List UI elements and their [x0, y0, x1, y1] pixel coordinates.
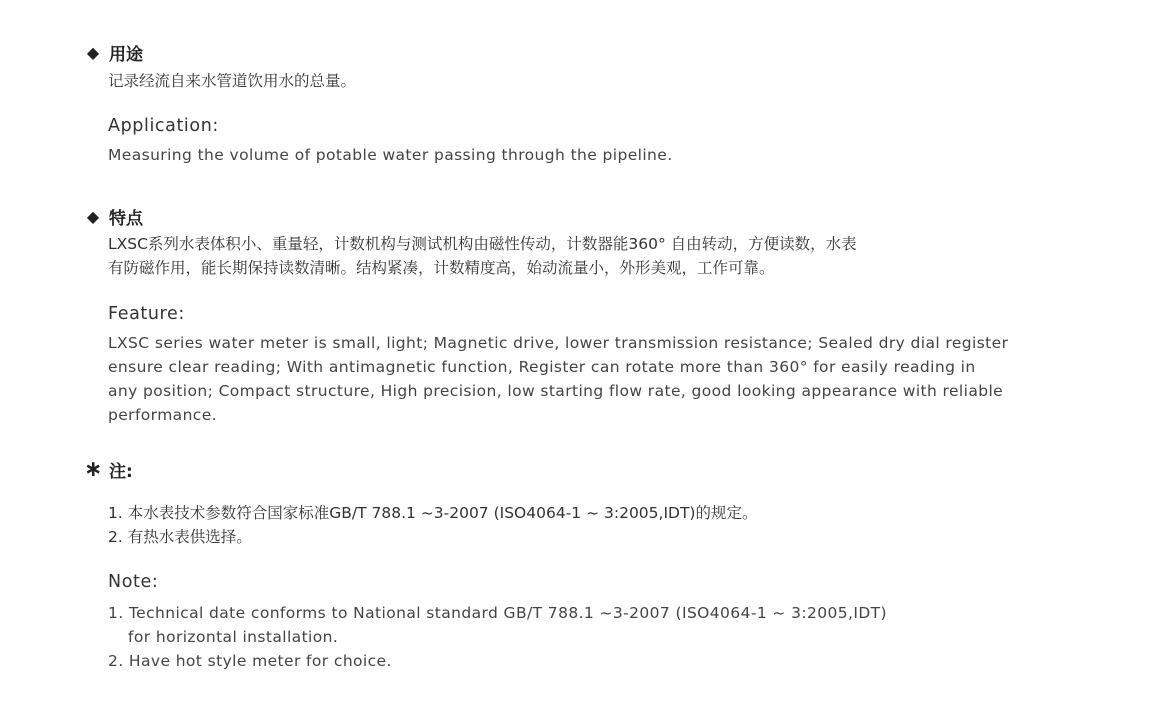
- purpose-text: 记录经流自来水管道饮用水的总量。: [108, 72, 357, 90]
- diamond-bullet-icon: ◆: [86, 43, 100, 62]
- application-heading: Application:: [108, 116, 219, 136]
- application-text: Measuring the volume of potable water passing through the pipeline.: [108, 146, 673, 164]
- features-text-line: 有防磁作用，能长期保持读数清晰。结构紧凑，计数精度高，始动流量小，外形美观，工作可靠。: [108, 259, 775, 277]
- feature-text-line: LXSC series water meter is small, light; Magnetic drive, lower transmission resistance; Sealed dry dial register: [108, 334, 1009, 352]
- features-heading: [84, 204, 143, 229]
- feature-text-line: ensure clear reading; With antimagnetic function, Register can rotate more than 360° for easily reading in: [108, 358, 976, 376]
- feature-text: [108, 331, 1008, 427]
- note-list: [108, 601, 887, 673]
- features-heading-label: 特点: [109, 209, 143, 229]
- notes-heading-label: 注:: [109, 462, 133, 482]
- note-list-item-continuation: for horizontal installation.: [128, 628, 339, 646]
- note-list-item: 2. Have hot style meter for choice.: [108, 652, 392, 670]
- diamond-bullet-icon: ◆: [86, 207, 100, 226]
- notes-heading: [84, 457, 133, 482]
- features-text: [108, 232, 857, 280]
- features-text-line: LXSC系列水表体积小、重量轻，计数机构与测试机构由磁性传动，计数器能360° 自由转动，方便读数，水表: [108, 235, 857, 253]
- purpose-heading: [84, 40, 143, 65]
- purpose-heading-label: 用途: [109, 45, 143, 65]
- feature-text-line: any position; Compact structure, High precision, low starting flow rate, good looking appearance with reliable: [108, 382, 1004, 400]
- note-list-item: 1. Technical date conforms to National standard GB/T 788.1 ~3-2007 (ISO4064-1 ~ 3:2005,IDT): [108, 604, 887, 622]
- feature-heading: Feature:: [108, 304, 185, 324]
- notes-list: [108, 501, 757, 549]
- asterisk-icon: ∗: [84, 457, 103, 482]
- notes-list-item: 2. 有热水表供选择。: [108, 528, 252, 546]
- note-heading: Note:: [108, 572, 159, 592]
- feature-text-line: performance.: [108, 406, 217, 424]
- notes-list-item: 1. 本水表技术参数符合国家标准GB/T 788.1 ~3-2007 (ISO4064-1 ~ 3:2005,IDT)的规定。: [108, 504, 758, 522]
